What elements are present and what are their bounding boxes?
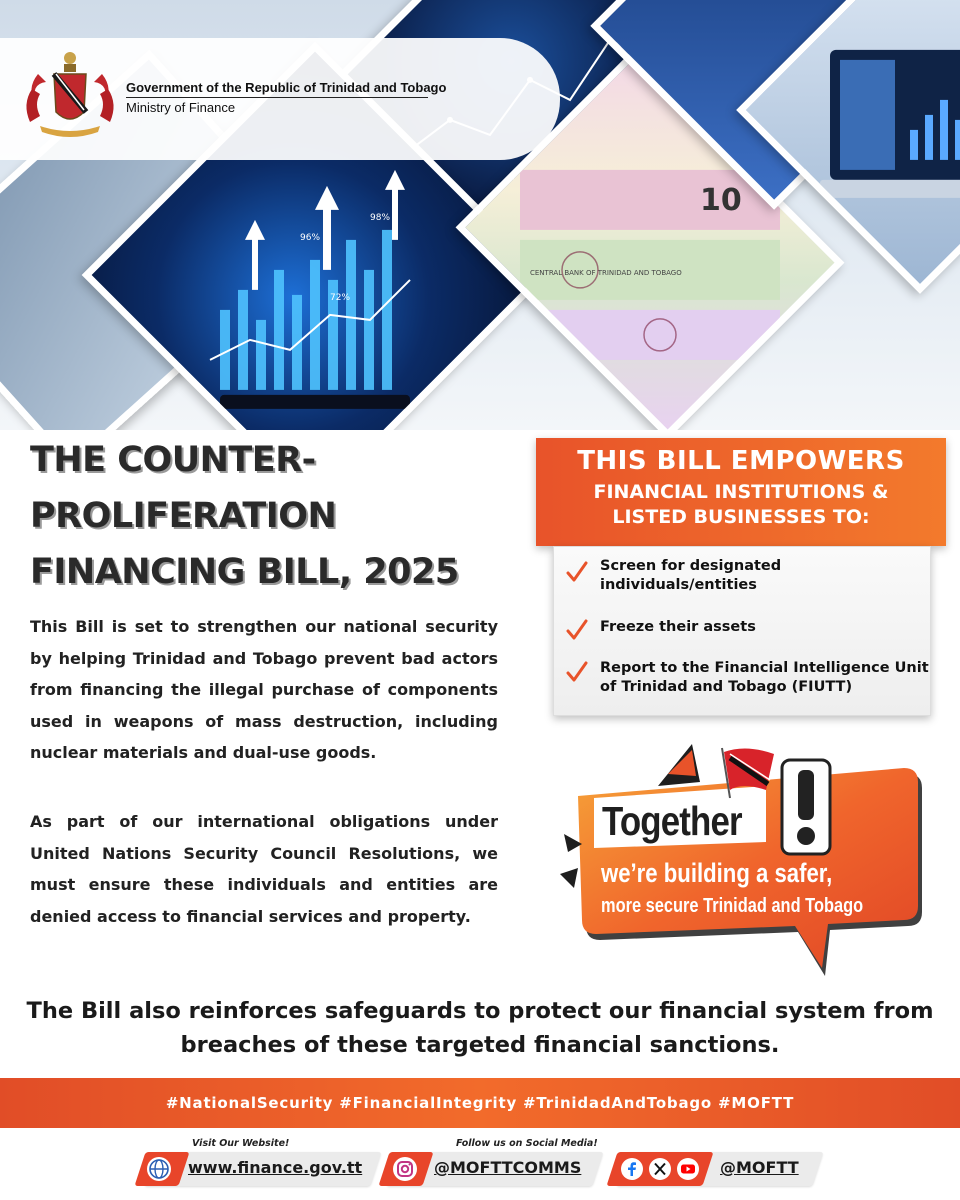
- empowers-header: [536, 438, 946, 546]
- banknote-value: 10: [700, 182, 742, 218]
- list-item: Screen for designated individuals/entities: [600, 558, 782, 593]
- moftt-handle[interactable]: @MOFTT: [720, 1158, 799, 1177]
- header-divider: [126, 97, 428, 98]
- banknote-text: CENTRAL BANK OF TRINIDAD AND TOBAGO: [530, 268, 682, 277]
- x-icon[interactable]: [648, 1157, 672, 1181]
- hashtag-band: [0, 1078, 960, 1128]
- coat-of-arms-icon: [18, 44, 122, 144]
- closing-statement: The Bill also reinforces safeguards to protect our financial system from breaches of these targeted financial sanctions.: [26, 998, 934, 1058]
- together-line-2: we’re building a safer,: [601, 858, 833, 888]
- checkmark-icon: [566, 661, 588, 683]
- chart-label-96: 96%: [300, 232, 321, 243]
- hero-collage: [0, 0, 960, 430]
- page-title: [30, 432, 530, 600]
- title-line-3: FINANCING BILL, 2025: [30, 552, 459, 592]
- chart-label-98: 98%: [370, 212, 391, 223]
- instagram-handle[interactable]: @MOFTTCOMMS: [434, 1158, 582, 1177]
- body-paragraph-2: As part of our international obligations under United Nations Security Council Resolutions, we must ensure these individuals and entities are denied access to financial services and property.: [30, 812, 498, 926]
- together-word: Together: [602, 798, 742, 844]
- instagram-icon[interactable]: [392, 1156, 418, 1182]
- social-caption: Follow us on Social Media!: [456, 1138, 598, 1149]
- ministry-name: Ministry of Finance: [126, 100, 236, 115]
- title-line-1: THE COUNTER-: [30, 440, 316, 480]
- chart-label-72: 72%: [330, 292, 351, 303]
- empowers-subheading-2: LISTED BUSINESSES TO:: [612, 506, 870, 528]
- youtube-icon[interactable]: [676, 1157, 700, 1181]
- checkmark-icon: [566, 619, 588, 641]
- website-link[interactable]: www.finance.gov.tt: [188, 1158, 363, 1177]
- together-line-3: more secure Trinidad and Tobago: [601, 895, 864, 917]
- checkmark-icon: [566, 561, 588, 583]
- globe-icon: [146, 1156, 172, 1182]
- list-item: Freeze their assets: [600, 619, 756, 635]
- hashtags: #NationalSecurity #FinancialIntegrity #TrinidadAndTobago #MOFTT: [165, 1094, 795, 1112]
- government-name: Government of the Republic of Trinidad and Tobago: [126, 80, 447, 95]
- facebook-icon[interactable]: [620, 1157, 644, 1181]
- empowers-list: [553, 546, 931, 716]
- title-line-2: PROLIFERATION: [30, 496, 337, 536]
- empowers-subheading-1: FINANCIAL INSTITUTIONS &: [593, 481, 889, 503]
- list-item: Report to the Financial Intelligence Unit of Trinidad and Tobago (FIUTT): [600, 660, 929, 695]
- exclamation-icon: [782, 760, 830, 854]
- body-paragraph-1: This Bill is set to strengthen our national security by helping Trinidad and Tobago prevent bad actors from financing the illegal purchase of components used in weapons of mass destruction, including nuclear materials and dual-use goods.: [30, 617, 498, 762]
- empowers-heading: THIS BILL EMPOWERS: [577, 446, 905, 476]
- website-caption: Visit Our Website!: [192, 1138, 290, 1149]
